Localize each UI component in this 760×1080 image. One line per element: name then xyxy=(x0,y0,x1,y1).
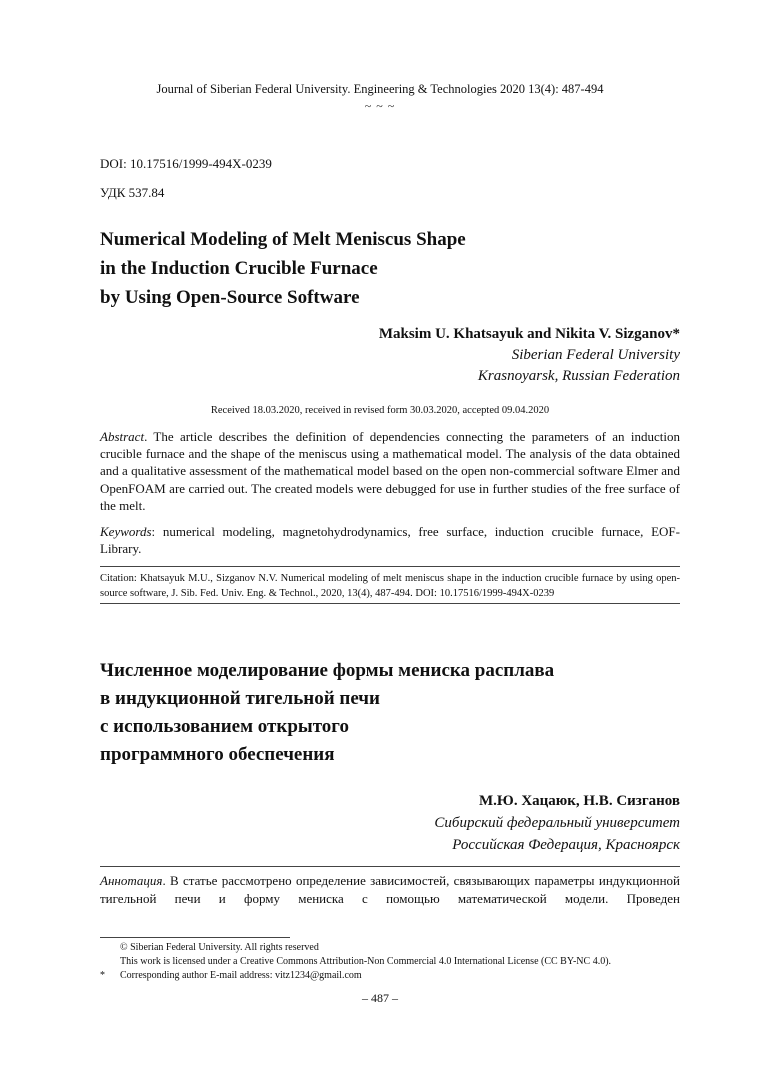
english-affiliation-line: Siberian Federal University xyxy=(511,347,680,363)
keywords-text: : numerical modeling, magnetohydrodynamics, free surface, induction crucible furnace, EOF-Library. xyxy=(100,524,680,557)
footnote-mark: * xyxy=(100,970,105,981)
english-title-line: in the Induction Crucible Furnace xyxy=(100,258,378,279)
received-dates: Received 18.03.2020, received in revised form 30.03.2020, accepted 09.04.2020 xyxy=(210,405,550,416)
journal-header: Journal of Siberian Federal University. Engineering & Technologies 2020 13(4): 487-494 xyxy=(156,82,604,96)
english-title-line: by Using Open-Source Software xyxy=(100,287,360,308)
russian-authors-block xyxy=(434,790,680,856)
russian-authors: М.Ю. Хацаюк, Н.В. Сизганов xyxy=(479,793,680,809)
footnote-text: © Siberian Federal University. All rights reserved xyxy=(120,942,319,953)
doi: DOI: 10.17516/1999-494X-0239 xyxy=(100,156,272,171)
english-authors: Maksim U. Khatsayuk and Nikita V. Sizganov* xyxy=(378,326,680,342)
keywords-label: Keywords xyxy=(100,524,152,539)
russian-title-line: с использованием открытого xyxy=(100,716,349,737)
russian-abstract-label: Аннотация xyxy=(100,873,163,888)
english-authors-block xyxy=(379,324,680,387)
footnote-rule xyxy=(100,937,290,938)
english-title xyxy=(100,225,660,312)
russian-affiliation-line: Российская Федерация, Красноярск xyxy=(452,837,680,853)
russian-title-line: в индукционной тигельной печи xyxy=(100,688,380,709)
footnote xyxy=(100,941,700,955)
russian-abstract xyxy=(100,872,680,907)
english-keywords xyxy=(100,523,680,557)
footnote-mark xyxy=(100,941,120,955)
header-ornament: ~ ~ ~ xyxy=(364,99,396,113)
udk-code: УДК 537.84 xyxy=(100,185,165,200)
russian-abstract-text: . В статье рассмотрено определение зависимостей, связывающих параметры индукционной тигельной печи и форму мениска с помощью математической модели. Проведен xyxy=(100,873,680,906)
russian-title-line: Численное моделирование формы мениска расплава xyxy=(100,660,555,681)
citation-rule-top xyxy=(100,566,680,567)
footnote-text: Corresponding author E-mail address: vitz1234@gmail.com xyxy=(120,970,362,981)
footnote-mark xyxy=(100,955,120,969)
english-title-line: Numerical Modeling of Melt Meniscus Shape xyxy=(100,229,466,250)
citation-rule-bottom xyxy=(100,603,680,604)
footnote-text: This work is licensed under a Creative Commons Attribution-Non Commercial 4.0 International License (CC BY-NC 4.0). xyxy=(120,956,612,967)
page-number: – 487 – xyxy=(362,991,398,1005)
russian-title xyxy=(100,657,660,769)
footnote xyxy=(100,969,700,983)
english-abstract xyxy=(100,428,680,514)
russian-title-line: программного обеспечения xyxy=(100,744,335,765)
abstract-text: . The article describes the definition of dependencies connecting the parameters of an induction crucible furnace and the shape of the meniscus using a mathematical model. The analysis of the data obtained and a qualitative assessment of the mathematical model based on the open non-commercial software Elmer and OpenFOAM are carried out. The created models were debugged for use in further studies of the free surface of the melt. xyxy=(100,429,680,513)
abstract-label: Abstract xyxy=(100,429,145,444)
footnote xyxy=(100,955,700,969)
english-affiliation-line: Krasnoyarsk, Russian Federation xyxy=(477,368,680,384)
russian-affiliation-line: Сибирский федеральный университет xyxy=(434,815,680,831)
russian-abstract-rule xyxy=(100,866,680,867)
citation: Citation: Khatsayuk M.U., Sizganov N.V. Numerical modeling of melt meniscus shape in the induction crucible furnace by using open-source software, J. Sib. Fed. Univ. Eng. & Technol., 2020, 13(4), 487-494. DOI: 10.17516/1999-494X-0239 xyxy=(100,573,680,599)
footnotes xyxy=(100,941,700,983)
